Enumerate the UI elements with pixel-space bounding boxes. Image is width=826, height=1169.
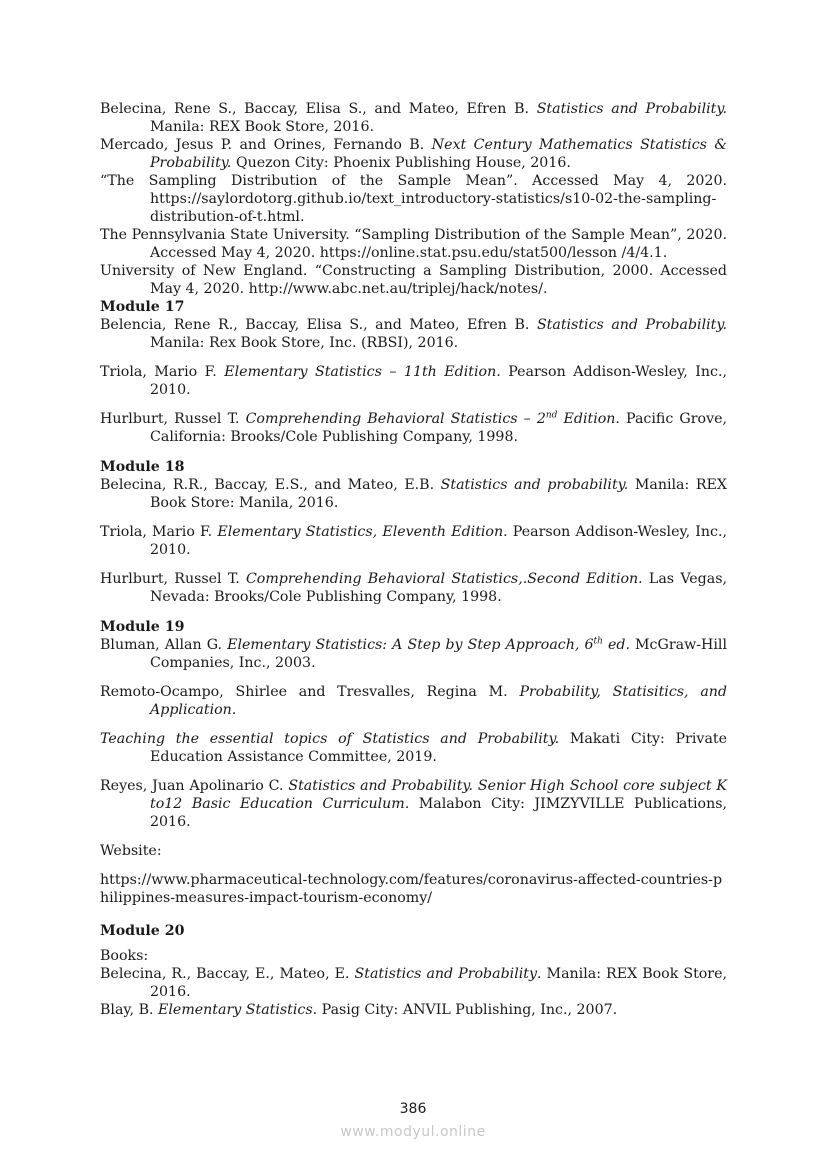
ref-publisher: Pearson Addison-Wesley, Inc., 2010.	[150, 364, 727, 398]
ref-authors: Blay, B.	[100, 1002, 159, 1018]
module-17-heading: Module 17	[100, 299, 185, 315]
ref-text: University of New England. “Constructing a Sampling Distribution, 2000. Accessed May 4, 2020. http://www.abc.net.au/triplej/hack/notes/.	[100, 263, 727, 297]
ref-title-sup: th	[593, 636, 603, 647]
ref-title: Probability, Statisitics, and Application.	[150, 684, 727, 718]
ref-publisher: Manila: REX Book Store, 2016.	[150, 119, 374, 135]
ref-publisher: Las Vegas, Nevada: Brooks/Cole Publishing Company, 1998.	[150, 571, 727, 605]
ref-publisher: Malabon City: JIMZYVILLE Publications, 2016.	[150, 796, 728, 830]
reference-entry	[100, 965, 727, 1001]
reference-entry	[100, 1001, 727, 1019]
ref-title	[227, 637, 630, 653]
reference-entry	[100, 636, 727, 672]
ref-publisher: . Pasig City: ANVIL Publishing, Inc., 2007.	[312, 1002, 618, 1018]
module-18-heading: Module 18	[100, 459, 185, 475]
ref-title: Statistics and probability.	[440, 477, 629, 493]
reference-entry	[100, 226, 727, 262]
ref-authors: Reyes, Juan Apolinario C.	[100, 778, 289, 794]
ref-publisher: Quezon City: Phoenix Publishing House, 2016.	[231, 155, 571, 171]
ref-authors: Hurlburt, Russel T.	[100, 411, 246, 427]
reference-entry	[100, 100, 727, 136]
ref-authors: Mercado, Jesus P. and Orines, Fernando B.	[100, 137, 432, 153]
ref-title-part: Comprehending Behavioral Statistics – 2	[245, 411, 546, 427]
reference-entry	[100, 523, 727, 559]
ref-publisher: McGraw-Hill Companies, Inc., 2003.	[150, 637, 727, 671]
reference-entry	[100, 476, 727, 512]
reference-entry	[100, 363, 727, 399]
module-19-heading: Module 19	[100, 619, 185, 635]
reference-entry	[100, 777, 727, 831]
website-url: https://www.pharmaceutical-technology.com/features/coronavirus-affected-countries-philippines-measures-impact-tourism-economy/	[100, 872, 723, 906]
ref-title: Statistics and Probability. Senior High School core subject K to12 Basic Education Curriculum.	[150, 778, 727, 812]
module-20-heading: Module 20	[100, 923, 185, 939]
ref-title: Elementary Statistics – 11th Edition.	[224, 364, 501, 380]
reference-entry	[100, 172, 727, 226]
ref-title	[246, 411, 620, 427]
ref-text: “The Sampling Distribution of the Sample Mean”. Accessed May 4, 2020. https://saylordotorg.github.io/text_introductory-statistics/s10-02-the-sampling-distribution-of-t.html.	[100, 173, 727, 225]
ref-authors: Bluman, Allan G.	[100, 637, 228, 653]
ref-publisher: Makati City: Private Education Assistance Committee, 2019.	[150, 731, 727, 765]
ref-publisher: Pacific Grove, California: Brooks/Cole Publishing Company, 1998.	[150, 411, 727, 445]
ref-publisher: Manila: Rex Book Store, Inc. (RBSI), 2016.	[150, 335, 459, 351]
ref-title-part: Edition.	[557, 411, 620, 427]
ref-title-part: ed.	[602, 637, 630, 653]
ref-title: Next Century Mathematics Statistics & Probability.	[150, 137, 727, 171]
ref-title-part: Elementary Statistics: A Step by Step Approach, 6	[227, 637, 594, 653]
ref-publisher: Pearson Addison-Wesley, Inc., 2010.	[150, 524, 727, 558]
ref-title: Teaching the essential topics of Statistics and Probability.	[100, 731, 560, 747]
page-number: 386	[399, 1101, 427, 1117]
reference-entry	[100, 570, 727, 606]
reference-entry	[100, 410, 727, 446]
reference-entry	[100, 730, 727, 766]
website-label: Website:	[100, 843, 162, 859]
ref-title: Comprehending Behavioral Statistics,.Second Edition.	[245, 571, 643, 587]
references-page	[100, 100, 727, 1019]
ref-authors: Belecina, R.R., Baccay, E.S., and Mateo, E.B.	[100, 477, 441, 493]
ref-publisher: . Manila: REX Book Store, 2016.	[150, 966, 728, 1000]
ref-title: Statistics and Probability.	[536, 101, 727, 117]
reference-entry	[100, 316, 727, 352]
reference-entry	[100, 683, 727, 719]
ref-title: Elementary Statistics	[158, 1002, 313, 1018]
ref-title-sup: nd	[545, 410, 558, 421]
ref-authors: Triola, Mario F.	[100, 364, 225, 380]
ref-authors: Hurlburt, Russel T.	[100, 571, 246, 587]
ref-title: Statistics and Probability.	[536, 317, 727, 333]
ref-authors: Belecina, R., Baccay, E., Mateo, E.	[100, 966, 355, 982]
ref-authors: Triola, Mario F.	[100, 524, 218, 540]
reference-entry	[100, 262, 727, 298]
ref-authors: Remoto-Ocampo, Shirlee and Tresvalles, Regina M.	[100, 684, 520, 700]
ref-title: Statistics and Probability	[354, 966, 537, 982]
reference-entry	[100, 136, 727, 172]
books-label: Books:	[100, 948, 149, 964]
ref-title: Elementary Statistics, Eleventh Edition.	[217, 524, 508, 540]
ref-authors: Belecina, Rene S., Baccay, Elisa S., and Mateo, Efren B.	[100, 101, 537, 117]
watermark: www.modyul.online	[340, 1124, 486, 1140]
ref-text: The Pennsylvania State University. “Sampling Distribution of the Sample Mean”, 2020. Accessed May 4, 2020. https://online.stat.psu.edu/stat500/lesson /4/4.1.	[100, 227, 727, 261]
ref-publisher: Manila: REX Book Store: Manila, 2016.	[150, 477, 727, 511]
ref-authors: Belencia, Rene R., Baccay, Elisa S., and Mateo, Efren B.	[100, 317, 537, 333]
